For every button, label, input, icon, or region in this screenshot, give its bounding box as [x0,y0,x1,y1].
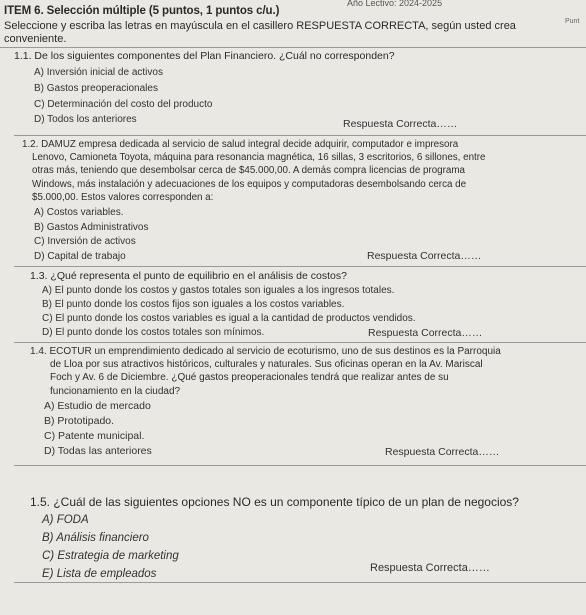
question-line: 1.4. ECOTUR un emprendimiento dedicado al servicio de ecoturismo, uno de sus destinos es la Parroquia [30,346,501,357]
question-line: funcionamiento en la ciudad? [50,385,181,397]
option: A) Costos variables. [34,207,124,218]
points-label: Punt [565,18,580,25]
divider [0,47,586,48]
divider [14,465,586,466]
question-line: Lenovo, Camioneta Toyota, máquina para resonancia magnética, 16 sillas, 3 escritorios, 6 sillones, entre [32,152,486,164]
question-line: $5.000,00. Estos valores corresponden a: [32,191,214,203]
instruction-line-2: conveniente. [4,33,67,45]
divider [14,266,586,267]
option: C) El punto donde los costos variables es igual a la cantidad de productos vendidos. [42,313,416,324]
option: B) El punto donde los costos fijos son iguales a los costos variables. [42,299,345,310]
section-title: ITEM 6. Selección múltiple (5 puntos, 1 puntos c/u.) [4,5,280,17]
option: B) Prototipado. [44,415,115,427]
option: A) Estudio de mercado [44,400,151,412]
option: D) Todos los anteriores [34,114,137,125]
option: A) FODA [42,514,89,526]
option: D) Todas las anteriores [44,445,152,457]
question-1-1: 1.1. De los siguientes componentes del Plan Financiero. ¿Cuál no corresponden? [14,50,395,62]
option: D) Capital de trabajo [34,251,126,262]
option: B) Gastos preoperacionales [34,83,158,94]
divider [14,342,586,343]
answer-field[interactable]: Respuesta Correcta…… [343,118,458,130]
option: A) El punto donde los costos y gastos totales son iguales a los ingresos totales. [42,285,395,296]
divider [14,135,586,136]
question-1-4 [30,345,582,398]
option: C) Estrategia de marketing [42,550,179,562]
question-line: 1.2. DAMUZ empresa dedicada al servicio de salud integral decide adquirir, computador e impresora [22,139,459,150]
divider [14,582,586,583]
answer-field[interactable]: Respuesta Correcta…… [368,327,483,339]
question-line: otras más, teniendo que desembolsar cerca de $45.000,00. A demás compra licencias de programa [32,165,465,177]
option: C) Inversión de activos [34,236,136,247]
school-year: Año Lectivo: 2024-2025 [347,0,443,8]
option: D) El punto donde los costos totales son mínimos. [42,327,265,338]
answer-field[interactable]: Respuesta Correcta…… [385,446,500,458]
option: C) Patente municipal. [44,430,145,442]
option: B) Gastos Administrativos [34,222,149,233]
instruction-line-1: Seleccione y escriba las letras en mayúscula en el casillero RESPUESTA CORRECTA, según usted crea [4,20,516,32]
option: E) Lista de empleados [42,568,157,580]
question-1-5: 1.5. ¿Cuál de las siguientes opciones NO es un componente típico de un plan de negocios? [30,495,519,509]
question-1-3: 1.3. ¿Qué representa el punto de equilibrio en el análisis de costos? [30,270,347,282]
option: B) Análisis financiero [42,532,149,544]
answer-field[interactable]: Respuesta Correcta…… [370,562,490,574]
question-line: Foch y Av. 6 de Diciembre. ¿Qué gastos preoperacionales tendrá que realizar antes de su [50,372,449,384]
question-1-2 [22,138,582,204]
option: A) Inversión inicial de activos [34,67,163,78]
question-line: de Lloa por sus atractivos históricos, culturales y naturales. Sus oficinas operan en la Av. Mariscal [50,359,483,371]
answer-field[interactable]: Respuesta Correcta…… [367,250,482,262]
question-line: Windows, más instalación y adecuaciones de los equipos y computadoras desembolsando cerca de [32,178,467,190]
option: C) Determinación del costo del producto [34,99,213,110]
